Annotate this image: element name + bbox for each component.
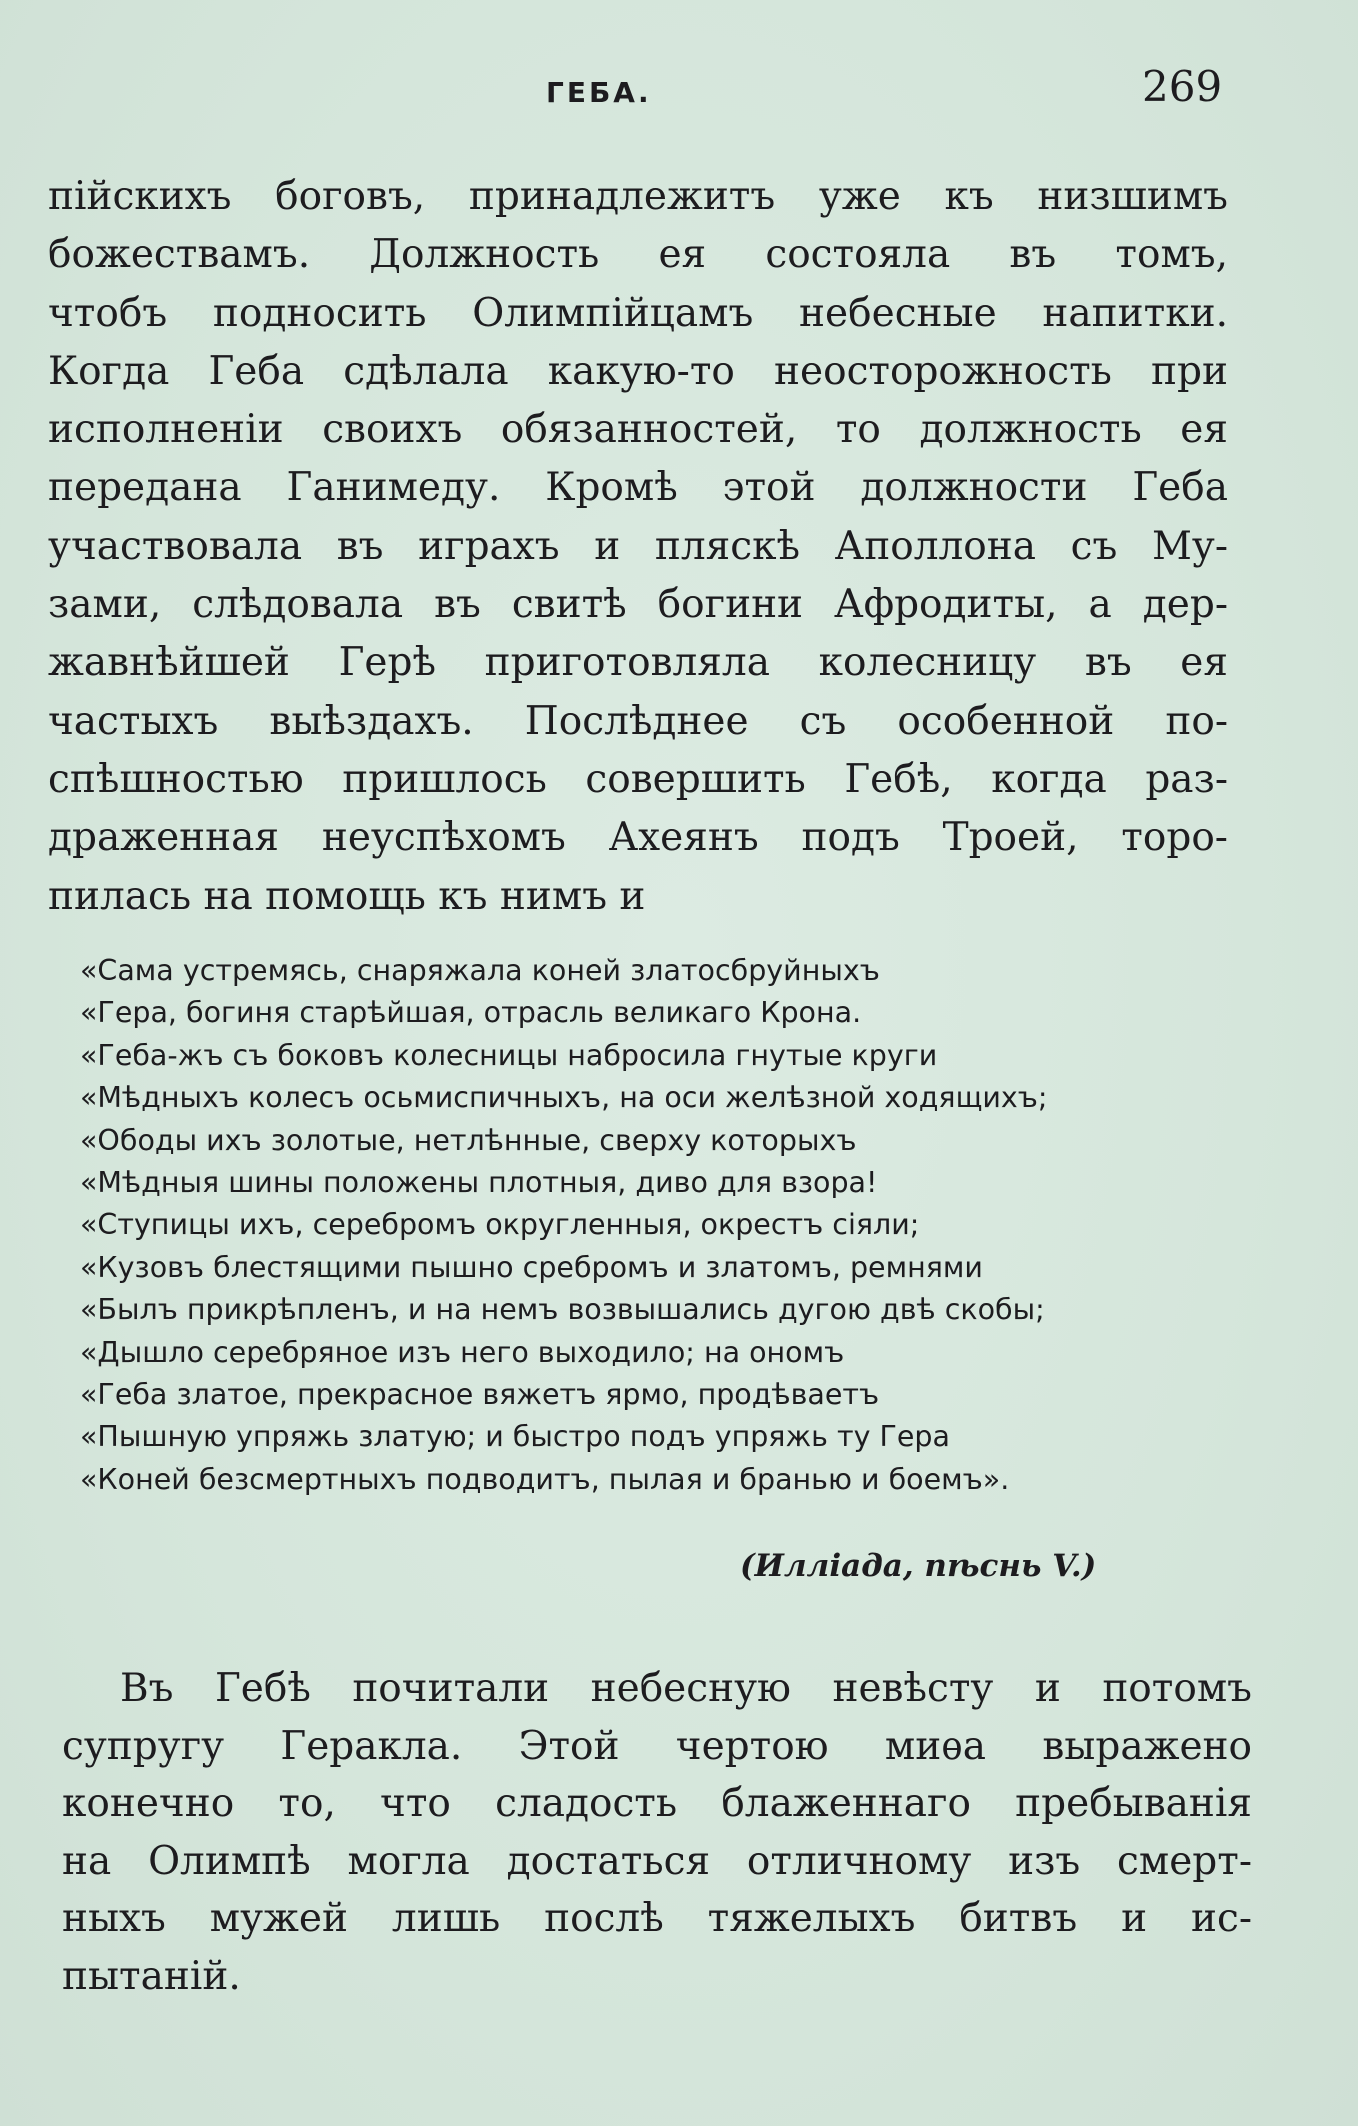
text-line: зами, слѣдовала въ свитѣ богини Афродиты, а дер- bbox=[48, 582, 1228, 628]
text-line: пытаній. bbox=[62, 1953, 241, 1999]
text-line: спѣшностью пришлось совершить Гебѣ, когда раз- bbox=[48, 756, 1228, 802]
text-line: супругу Геракла. Этой чертою миѳа выражено bbox=[62, 1723, 1252, 1769]
text-line: Когда Геба сдѣлала какую-то неосторожность при bbox=[48, 348, 1228, 394]
verse-line: «Пышную упряжь златую; и быстро подъ упряжь ту Гера bbox=[80, 1420, 950, 1454]
text-line: на Олимпѣ могла достаться отличному изъ смерт- bbox=[62, 1838, 1252, 1884]
text-line: частыхъ выѣздахъ. Послѣднее съ особенной по- bbox=[48, 698, 1228, 744]
text-line: ныхъ мужей лишь послѣ тяжелыхъ битвъ и ис- bbox=[62, 1896, 1252, 1941]
page-header bbox=[0, 62, 1358, 122]
verse-line: «Мѣдныхъ колесъ осьмиспичныхъ, на оси желѣзной ходящихъ; bbox=[80, 1081, 1048, 1115]
verse-line: «Ступицы ихъ, серебромъ округленныя, окрестъ сіяли; bbox=[80, 1208, 920, 1242]
text-line: пійскихъ боговъ, принадлежитъ уже къ низшимъ bbox=[48, 174, 1228, 219]
verse-line: «Мѣдныя шины положены плотныя, диво для взора! bbox=[80, 1166, 878, 1200]
verse-line: «Кузовъ блестящими пышно сребромъ и златомъ, ремнями bbox=[80, 1250, 983, 1284]
verse-citation: (Илліада, пѣснь V.) bbox=[740, 1548, 1097, 1584]
verse-line: «Геба-жъ съ боковъ колесницы набросила гнутые круги bbox=[80, 1038, 938, 1072]
verse-line: «Ободы ихъ золотые, нетлѣнные, сверху которыхъ bbox=[80, 1123, 857, 1157]
verse-line: «Сама устремясь, снаряжала коней златосбруйныхъ bbox=[80, 954, 880, 987]
verse-line: «Коней безсмертныхъ подводитъ, пылая и бранью и боемъ». bbox=[80, 1462, 1010, 1496]
verse-line: «Гера, богиня старѣйшая, отрасль великаго Крона. bbox=[80, 996, 862, 1030]
text-line: пилась на помощь къ нимъ и bbox=[48, 873, 646, 919]
text-line: исполненіи своихъ обязанностей, то должность ея bbox=[48, 407, 1228, 453]
paragraph-1 bbox=[48, 168, 1228, 926]
text-line: чтобъ подносить Олимпійцамъ небесные напитки. bbox=[48, 290, 1228, 336]
verse-line: «Дышло серебряное изъ него выходило; на ономъ bbox=[80, 1335, 845, 1369]
text-line: драженная неуспѣхомъ Ахеянъ подъ Троей, торо- bbox=[48, 815, 1228, 861]
text-line: передана Ганимеду. Кромѣ этой должности Геба bbox=[48, 465, 1228, 511]
running-head: ГЕБА. bbox=[546, 76, 652, 109]
paragraph-2 bbox=[62, 1660, 1252, 2005]
verse-line: «Былъ прикрѣпленъ, и на немъ возвышались дугою двѣ скобы; bbox=[80, 1293, 1045, 1327]
verse-line: «Геба златое, прекрасное вяжетъ ярмо, продѣваетъ bbox=[80, 1378, 880, 1412]
page-number: 269 bbox=[1142, 62, 1223, 111]
text-line: конечно то, что сладость блаженнаго пребыванія bbox=[62, 1781, 1252, 1826]
text-line: Въ Гебѣ почитали небесную невѣсту и потомъ bbox=[120, 1666, 1252, 1711]
verse-quotation bbox=[80, 950, 1246, 1501]
text-line: жавнѣйшей Герѣ приготовляла колесницу въ ея bbox=[48, 640, 1228, 686]
text-line: участвовала въ играхъ и пляскѣ Аполлона съ Му- bbox=[48, 523, 1228, 569]
text-line: божествамъ. Должность ея состояла въ томъ, bbox=[48, 232, 1228, 278]
